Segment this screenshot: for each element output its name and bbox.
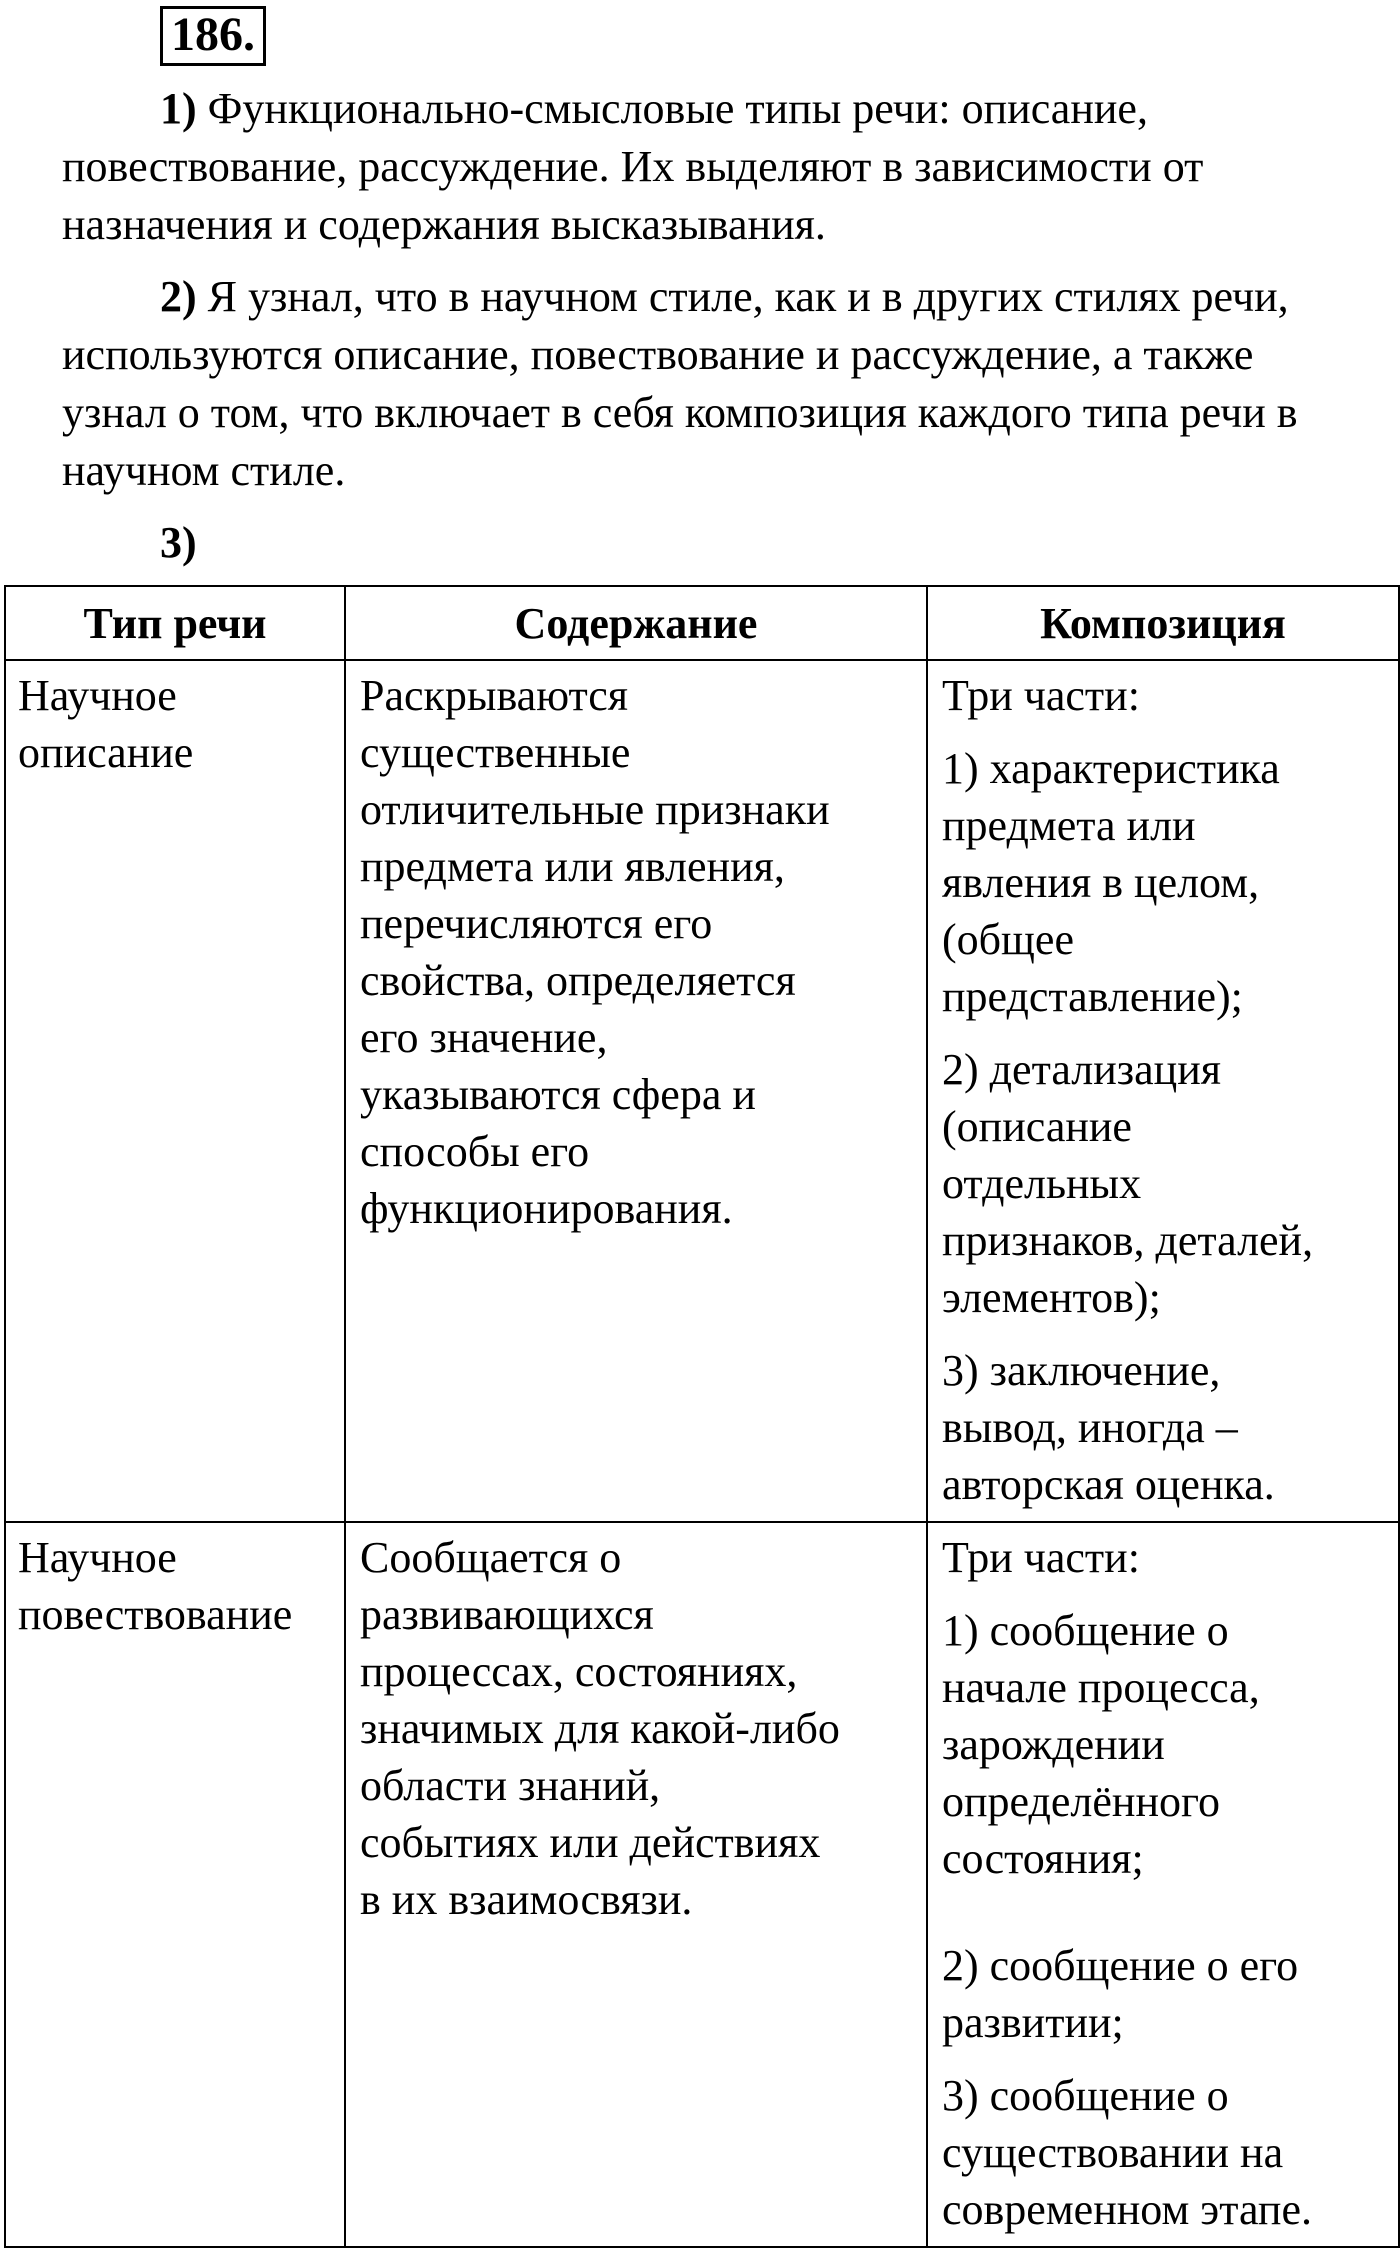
composition-line: явления в целом, bbox=[942, 858, 1260, 907]
content-line: способы его bbox=[360, 1127, 590, 1176]
speech-type-line: Научное bbox=[18, 671, 177, 720]
content-cell bbox=[345, 1522, 927, 2247]
composition-item bbox=[942, 1937, 1384, 2051]
content-line: функционирования. bbox=[360, 1184, 733, 1233]
content-line: указываются сфера и bbox=[360, 1070, 756, 1119]
paragraph-3-label: 3) bbox=[160, 518, 197, 567]
composition-heading: Три части: bbox=[942, 671, 1140, 720]
composition-line: вывод, иногда – bbox=[942, 1403, 1238, 1452]
composition-line: существовании на bbox=[942, 2128, 1284, 2177]
table-row bbox=[5, 1522, 1399, 2247]
composition-line: признаков, деталей, bbox=[942, 1216, 1314, 1265]
table-row bbox=[5, 660, 1399, 1522]
composition-item bbox=[942, 1602, 1384, 1887]
composition-item bbox=[942, 740, 1384, 1025]
composition-line: начале процесса, bbox=[942, 1663, 1260, 1712]
composition-line: 2) сообщение о его bbox=[942, 1941, 1299, 1990]
speech-type-line: повествование bbox=[18, 1590, 293, 1639]
header-content: Содержание bbox=[345, 586, 927, 660]
content-line: Сообщается о bbox=[360, 1533, 622, 1582]
paragraph-2-text: Я узнал, что в научном стиле, как и в других стилях речи, используются описание, повествование и рассуждение, а также узнал о том, что включает в себя композиция каждого типа речи в научном стиле. bbox=[62, 272, 1298, 495]
header-composition: Композиция bbox=[927, 586, 1399, 660]
content-line: свойства, определяется bbox=[360, 956, 796, 1005]
composition-line: 2) детализация bbox=[942, 1045, 1221, 1094]
table-header-row bbox=[5, 586, 1399, 660]
composition-line: зарождении bbox=[942, 1720, 1165, 1769]
composition-line: отдельных bbox=[942, 1159, 1142, 1208]
composition-line: 3) сообщение о bbox=[942, 2071, 1229, 2120]
composition-line: определённого bbox=[942, 1777, 1220, 1826]
composition-item bbox=[942, 2067, 1384, 2238]
content-line: Раскрываются bbox=[360, 671, 629, 720]
content-line: событиях или действиях bbox=[360, 1818, 821, 1867]
paragraph-3 bbox=[62, 514, 1362, 572]
composition-line: современном этапе. bbox=[942, 2185, 1312, 2234]
composition-line: авторская оценка. bbox=[942, 1460, 1275, 1509]
composition-cell bbox=[927, 660, 1399, 1522]
content-line: в их взаимосвязи. bbox=[360, 1875, 693, 1924]
composition-line: 3) заключение, bbox=[942, 1346, 1221, 1395]
content-line: развивающихся bbox=[360, 1590, 654, 1639]
content-line: значимых для какой-либо bbox=[360, 1704, 840, 1753]
content-line: области знаний, bbox=[360, 1761, 661, 1810]
paragraph-1-label: 1) bbox=[160, 84, 197, 133]
composition-cell bbox=[927, 1522, 1399, 2247]
composition-item bbox=[942, 1342, 1384, 1513]
paragraph-2-label: 2) bbox=[160, 272, 197, 321]
content-line: предмета или явления, bbox=[360, 842, 785, 891]
content-line: перечисляются его bbox=[360, 899, 713, 948]
composition-line: элементов); bbox=[942, 1273, 1161, 1322]
task-number-box: 186. bbox=[160, 6, 266, 66]
paragraph-1 bbox=[62, 80, 1362, 254]
composition-line: предмета или bbox=[942, 801, 1196, 850]
content-line: существенные bbox=[360, 728, 631, 777]
composition-line: (описание bbox=[942, 1102, 1132, 1151]
composition-line: развитии; bbox=[942, 1998, 1124, 2047]
paragraph-2 bbox=[62, 268, 1362, 500]
composition-line: 1) характеристика bbox=[942, 744, 1280, 793]
composition-heading: Три части: bbox=[942, 1533, 1140, 1582]
paragraph-1-text: Функционально-смысловые типы речи: описание, повествование, рассуждение. Их выделяют в зависимости от назначения и содержания высказывания. bbox=[62, 84, 1204, 249]
content-line: отличительные признаки bbox=[360, 785, 830, 834]
content-line: процессах, состояниях, bbox=[360, 1647, 798, 1696]
speech-type-line: Научное bbox=[18, 1533, 177, 1582]
speech-types-table bbox=[4, 585, 1400, 2248]
composition-line: состояния; bbox=[942, 1834, 1144, 1883]
composition-line: 1) сообщение о bbox=[942, 1606, 1229, 1655]
task-number bbox=[160, 6, 266, 66]
speech-type-cell bbox=[5, 660, 345, 1522]
speech-type-cell bbox=[5, 1522, 345, 2247]
content-line: его значение, bbox=[360, 1013, 608, 1062]
composition-item bbox=[942, 1041, 1384, 1326]
speech-type-line: описание bbox=[18, 728, 194, 777]
composition-line: представление); bbox=[942, 972, 1243, 1021]
header-type: Тип речи bbox=[5, 586, 345, 660]
composition-line: (общее bbox=[942, 915, 1074, 964]
content-cell bbox=[345, 660, 927, 1522]
